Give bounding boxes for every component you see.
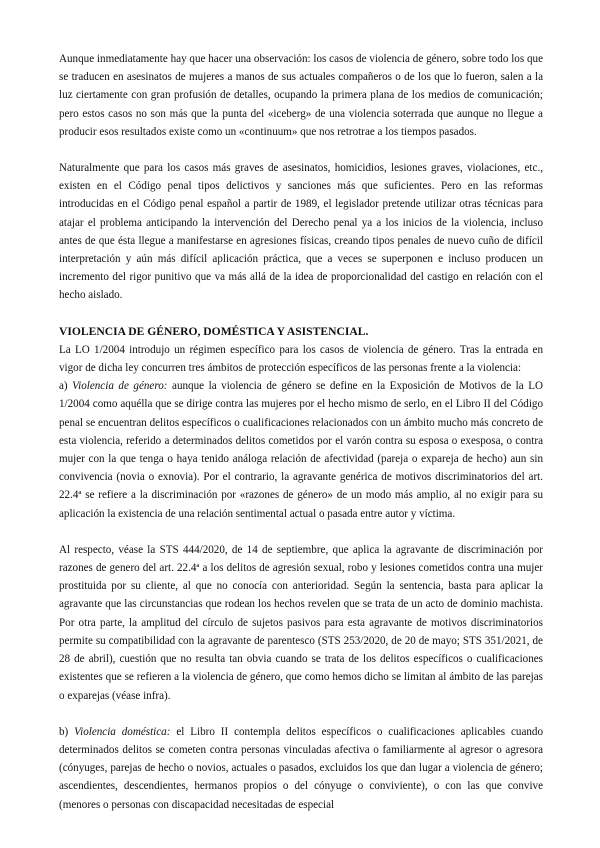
item-prefix-a: a) — [59, 380, 73, 393]
paragraph-iceberg: Aunque inmediatamente hay que hacer una observación: los casos de violencia de género, sobre todo los que se traducen en asesinatos de mujeres a manos de sus actuales compañeros o de los que lo fueron, salen a la luz ciertamente con gran profusión de detalles, ocupando la primera plana de los medios de comunicación; pero estos casos no son más que la punta del «iceberg» de una violencia soterrada que aunque no llegue a producir esos resultados existe como un «continuum» que nos retrotrae a los tiempos pasados. — [59, 53, 543, 138]
paragraph-codigo-penal: Naturalmente que para los casos más graves de asesinatos, homicidios, lesiones graves, violaciones, etc., existen en el Código penal tipos delictivos y sanciones más que suficientes. Pero en las reformas introducidas en el Código penal español a partir de 1989, el legislador pretende utilizar otras técnicas para atajar el problema anticipando la intervención del Derecho penal ya a los inicios de la violencia, incluso antes de que ésta llegue a manifestarse en agresiones físicas, creando tipos penales de nuevo cuño de difícil interpretación y aún más difícil aplicación práctica, que a veces se superponen e incluso producen un incremento del rigor punitivo que va más allá de la idea de proporcionalidad del castigo en relación con el hecho aislado. — [59, 162, 543, 302]
paragraph-lo-2004: La LO 1/2004 introdujo un régimen específico para los casos de violencia de género. Tras la entrada en vigor de dicha ley concurren tres ámbitos de protección específicos de las personas frente a la violencia: — [59, 343, 543, 375]
paragraph-violencia-genero — [59, 377, 543, 523]
term-violencia-genero: Violencia de género: — [72, 380, 168, 393]
section-heading: VIOLENCIA DE GÉNERO, DOMÉSTICA Y ASISTENCIAL. — [59, 324, 369, 338]
paragraph-violencia-domestica-text: el Libro II contempla delitos específicos o cualificaciones aplicables cuando determinados delitos se cometen contra personas vinculadas afectiva o familiarmente al agresor o agresora (cónyuges, parejas de hecho o novios, actuales o pasados, excluidos los que dan lugar a violencia de género; ascendientes, descendientes, hermanos propios o del cónyuge o conviviente), o con las que convive (menores o personas con discapacidad necesitadas de especial — [59, 725, 544, 811]
paragraph-violencia-genero-text: aunque la violencia de género se define en la Exposición de Motivos de la LO 1/2004 como aquélla que se dirige contra las mujeres por el hecho mismo de serlo, en el Libro II del Código penal se encuentran delitos específicos o cualificaciones relacionados con un ámbito mucho más concreto de esta violencia, referido a determinados delitos cometidos por el varón contra su esposa o exesposa, o contra mujer con la que tenga o haya tenido análoga relación de afectividad (pareja o expareja de hecho) aun sin convivencia (novia o exnovia). Por el contrario, la agravante genérica de motivos discriminatorios del art. 22.4ª se refiere a la discriminación por «razones de género» de un modo más amplio, al no exigir para su aplicación la existencia de una relación sentimental actual o pasada entre autor y víctima. — [59, 380, 544, 520]
item-prefix-b: b) — [59, 725, 75, 738]
document-page — [59, 50, 543, 814]
term-violencia-domestica: Violencia doméstica: — [74, 725, 171, 738]
paragraph-sts-444-2020: Al respecto, véase la STS 444/2020, de 14 de septiembre, que aplica la agravante de discriminación por razones de genero del art. 22.4ª a los delitos de agresión sexual, robo y lesiones cometidos contra una mujer prostituida por su cliente, al que no conocía con anterioridad. Según la sentencia, basta para aplicar la agravante que las circunstancias que rodean los hechos revelen que se trata de un acto de dominio machista. Por otra parte, la amplitud del círculo de sujetos pasivos para esta agravante de motivos discriminatorios permite su compatibilidad con la agravante de parentesco (STS 253/2020, de 20 de mayo; STS 351/2021, de 28 de abril), cuestión que no resulta tan obvia cuando se trata de los delitos específicos o cualificaciones existentes que se refieren a la violencia de género, que como hemos dicho se limitan al ámbito de las parejas o exparejas (véase infra). — [59, 543, 543, 702]
paragraph-violencia-domestica — [59, 723, 543, 814]
